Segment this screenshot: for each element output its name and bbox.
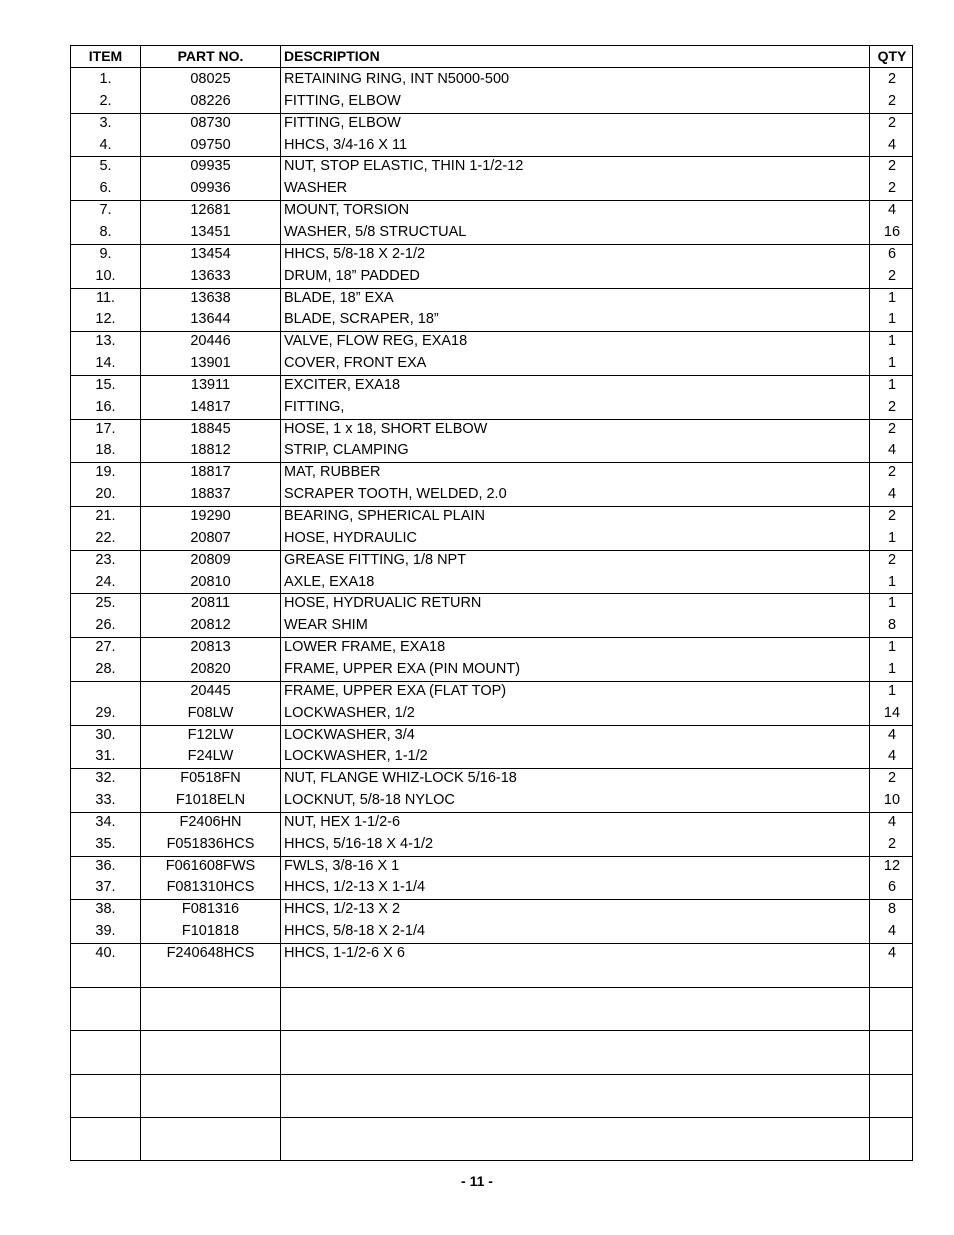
- row-divider: [71, 593, 912, 594]
- description-cell: BLADE, SCRAPER, 18”: [284, 311, 439, 328]
- description-cell: WEAR SHIM: [284, 617, 368, 634]
- item-cell: 28.: [95, 660, 116, 677]
- empty-row-divider: [71, 1074, 912, 1075]
- qty-cell: 4: [887, 748, 897, 765]
- description-cell: WASHER, 5/8 STRUCTUAL: [284, 223, 467, 240]
- table-row: [71, 440, 912, 462]
- description-cell: LOCKNUT, 5/8-18 NYLOC: [284, 792, 455, 809]
- item-cell: 14.: [95, 355, 116, 372]
- description-cell: MOUNT, TORSION: [284, 202, 410, 219]
- qty-cell: 4: [887, 813, 897, 830]
- table-row: [71, 419, 912, 441]
- table-row: [71, 506, 912, 528]
- description-cell: HOSE, 1 x 18, SHORT ELBOW: [284, 420, 488, 437]
- description-cell: FITTING, ELBOW: [284, 114, 401, 131]
- qty-cell: 8: [887, 617, 897, 634]
- part-no-cell: 13633: [190, 267, 231, 284]
- item-cell: 2.: [99, 92, 112, 109]
- qty-cell: 1: [887, 529, 897, 546]
- table-row: [71, 113, 912, 135]
- page-number: - 11 -: [461, 1173, 493, 1189]
- description-cell: MAT, RUBBER: [284, 464, 381, 481]
- item-cell: 19.: [95, 464, 116, 481]
- part-no-cell: F0518FN: [180, 770, 241, 787]
- description-cell: FITTING, ELBOW: [284, 92, 401, 109]
- qty-cell: 4: [887, 442, 897, 459]
- row-divider: [71, 725, 912, 726]
- table-row: [71, 484, 912, 506]
- qty-cell: 2: [887, 114, 897, 131]
- qty-cell: 4: [887, 923, 897, 940]
- header-qty: QTY: [877, 48, 907, 64]
- table-row: [71, 375, 912, 397]
- qty-cell: 4: [887, 945, 897, 961]
- part-no-cell: 09936: [190, 180, 231, 197]
- part-no-cell: F101818: [181, 923, 240, 940]
- empty-row-divider: [71, 943, 912, 944]
- part-no-cell: 09750: [190, 136, 231, 153]
- qty-cell: 4: [887, 486, 897, 503]
- item-cell: 21.: [95, 508, 116, 524]
- qty-cell: 1: [887, 639, 897, 656]
- qty-cell: 2: [887, 770, 897, 787]
- item-cell: 3.: [99, 114, 112, 131]
- part-no-cell: F2406HN: [179, 813, 242, 830]
- qty-cell: 1: [887, 289, 897, 306]
- table-row: [71, 943, 912, 965]
- item-cell: 13.: [95, 333, 116, 350]
- part-no-cell: F081316: [181, 901, 240, 918]
- table-row: [71, 746, 912, 768]
- qty-cell: 2: [887, 158, 897, 175]
- part-no-cell: 12681: [190, 202, 231, 219]
- description-cell: STRIP, CLAMPING: [284, 442, 409, 459]
- part-no-cell: 20446: [190, 333, 231, 350]
- table-row: [71, 397, 912, 419]
- description-cell: EXCITER, EXA18: [284, 376, 401, 393]
- item-cell: 4.: [99, 136, 112, 153]
- description-cell: FITTING,: [284, 398, 345, 415]
- table-row: [71, 178, 912, 200]
- table-header: [71, 46, 912, 68]
- table-row: [71, 572, 912, 594]
- qty-cell: 6: [887, 879, 897, 896]
- part-no-cell: F081310HCS: [166, 879, 255, 896]
- part-no-cell: 20813: [190, 639, 231, 656]
- table-row: [71, 331, 912, 353]
- table-row: [71, 266, 912, 288]
- table-row: [71, 681, 912, 703]
- row-divider: [71, 419, 912, 420]
- row-divider: [71, 506, 912, 507]
- part-no-cell: 13911: [190, 376, 231, 393]
- item-cell: 39.: [95, 923, 116, 940]
- item-cell: 18.: [95, 442, 116, 459]
- qty-cell: 1: [887, 682, 897, 699]
- row-divider: [71, 637, 912, 638]
- row-divider: [71, 899, 912, 900]
- table-row: [71, 703, 912, 725]
- item-cell: 6.: [99, 180, 112, 197]
- item-cell: 34.: [95, 813, 116, 830]
- table-row: [71, 309, 912, 331]
- item-cell: 24.: [95, 573, 116, 590]
- row-divider: [71, 244, 912, 245]
- part-no-cell: 08025: [190, 71, 231, 87]
- header-part-no: PART NO.: [177, 48, 244, 64]
- description-cell: HHCS, 5/8-18 X 2-1/4: [284, 923, 426, 940]
- description-cell: SCRAPER TOOTH, WELDED, 2.0: [284, 486, 507, 503]
- item-cell: 31.: [95, 748, 116, 765]
- row-divider: [71, 812, 912, 813]
- part-no-cell: 08730: [190, 114, 231, 131]
- table-row: [71, 637, 912, 659]
- table-row: [71, 135, 912, 157]
- part-no-cell: F24LW: [187, 748, 234, 765]
- item-cell: 32.: [95, 770, 116, 787]
- item-cell: 11.: [95, 289, 116, 306]
- qty-cell: 4: [887, 136, 897, 153]
- table-row: [71, 200, 912, 222]
- description-cell: BEARING, SPHERICAL PLAIN: [284, 508, 485, 524]
- description-cell: RETAINING RING, INT N5000-500: [284, 71, 510, 87]
- part-no-cell: 14817: [190, 398, 231, 415]
- part-no-cell: F08LW: [187, 704, 234, 721]
- table-row: [71, 921, 912, 943]
- item-cell: 7.: [99, 202, 112, 219]
- part-no-cell: 13901: [190, 355, 231, 372]
- part-no-cell: 20807: [190, 529, 231, 546]
- part-no-cell: 20812: [190, 617, 231, 634]
- description-cell: LOCKWASHER, 1-1/2: [284, 748, 428, 765]
- empty-row-divider: [71, 1117, 912, 1118]
- part-no-cell: 18812: [190, 442, 231, 459]
- item-cell: 38.: [95, 901, 116, 918]
- parts-list-table: [70, 45, 913, 1161]
- qty-cell: 4: [887, 202, 897, 219]
- qty-cell: 2: [887, 551, 897, 568]
- item-cell: 30.: [95, 726, 116, 743]
- item-cell: 10.: [95, 267, 116, 284]
- row-divider: [71, 550, 912, 551]
- part-no-cell: F061608FWS: [165, 857, 256, 874]
- row-divider: [71, 768, 912, 769]
- description-cell: HHCS, 5/16-18 X 4-1/2: [284, 835, 434, 852]
- part-no-cell: 13644: [190, 311, 231, 328]
- item-cell: 17.: [95, 420, 116, 437]
- qty-cell: 16: [883, 223, 901, 240]
- row-divider: [71, 331, 912, 332]
- table-row: [71, 899, 912, 921]
- part-no-cell: F12LW: [187, 726, 234, 743]
- table-row: [71, 790, 912, 812]
- item-cell: 23.: [95, 551, 116, 568]
- description-cell: GREASE FITTING, 1/8 NPT: [284, 551, 467, 568]
- part-no-cell: F051836HCS: [166, 835, 255, 852]
- qty-cell: 1: [887, 595, 897, 612]
- item-cell: 5.: [99, 158, 112, 175]
- part-no-cell: 09935: [190, 158, 231, 175]
- description-cell: HHCS, 1/2-13 X 2: [284, 901, 401, 918]
- qty-cell: 1: [887, 660, 897, 677]
- description-cell: HHCS, 1-1/2-6 X 6: [284, 945, 405, 961]
- table-row: [71, 69, 912, 91]
- table-row: [71, 462, 912, 484]
- description-cell: LOCKWASHER, 3/4: [284, 726, 415, 743]
- description-cell: VALVE, FLOW REG, EXA18: [284, 333, 468, 350]
- description-cell: FWLS, 3/8-16 X 1: [284, 857, 400, 874]
- table-row: [71, 91, 912, 113]
- table-row: [71, 659, 912, 681]
- qty-cell: 6: [887, 245, 897, 262]
- part-no-cell: 13451: [190, 223, 231, 240]
- description-cell: HOSE, HYDRAULIC: [284, 529, 417, 546]
- part-no-cell: 08226: [190, 92, 231, 109]
- description-cell: HHCS, 5/8-18 X 2-1/2: [284, 245, 426, 262]
- table-row: [71, 615, 912, 637]
- row-divider: [71, 462, 912, 463]
- item-cell: 16.: [95, 398, 116, 415]
- description-cell: AXLE, EXA18: [284, 573, 375, 590]
- item-cell: 35.: [95, 835, 116, 852]
- table-row: [71, 222, 912, 244]
- qty-cell: 1: [887, 573, 897, 590]
- table-row: [71, 593, 912, 615]
- part-no-cell: 20810: [190, 573, 231, 590]
- table-row: [71, 353, 912, 375]
- qty-cell: 1: [887, 333, 897, 350]
- table-row: [71, 834, 912, 856]
- row-divider: [71, 156, 912, 157]
- part-no-cell: 20811: [190, 595, 231, 612]
- description-cell: LOCKWASHER, 1/2: [284, 704, 415, 721]
- item-cell: 29.: [95, 704, 116, 721]
- part-no-cell: 19290: [190, 508, 231, 524]
- item-cell: 40.: [95, 945, 116, 961]
- row-divider: [71, 856, 912, 857]
- item-cell: 27.: [95, 639, 116, 656]
- description-cell: HHCS, 1/2-13 X 1-1/4: [284, 879, 426, 896]
- part-no-cell: F240648HCS: [166, 945, 255, 961]
- qty-cell: 1: [887, 311, 897, 328]
- qty-cell: 12: [883, 857, 901, 874]
- part-no-cell: 13454: [190, 245, 231, 262]
- row-divider: [71, 113, 912, 114]
- table-row: [71, 768, 912, 790]
- item-cell: 12.: [95, 311, 116, 328]
- description-cell: NUT, FLANGE WHIZ-LOCK 5/16-18: [284, 770, 517, 787]
- header-description: DESCRIPTION: [284, 48, 380, 64]
- qty-cell: 2: [887, 835, 897, 852]
- row-divider: [71, 375, 912, 376]
- item-cell: 25.: [95, 595, 116, 612]
- empty-row-divider: [71, 987, 912, 988]
- item-cell: 33.: [95, 792, 116, 809]
- part-no-cell: 20809: [190, 551, 231, 568]
- qty-cell: 1: [887, 376, 897, 393]
- qty-cell: 2: [887, 420, 897, 437]
- description-cell: FRAME, UPPER EXA (PIN MOUNT): [284, 660, 521, 677]
- qty-cell: 2: [887, 464, 897, 481]
- item-cell: 1.: [99, 71, 112, 87]
- table-row: [71, 725, 912, 747]
- part-no-cell: 20820: [190, 660, 231, 677]
- part-no-cell: F1018ELN: [175, 792, 246, 809]
- item-cell: 8.: [99, 223, 112, 240]
- table-row: [71, 528, 912, 550]
- qty-cell: 8: [887, 901, 897, 918]
- row-divider: [71, 288, 912, 289]
- qty-cell: 2: [887, 267, 897, 284]
- description-cell: COVER, FRONT EXA: [284, 355, 427, 372]
- part-no-cell: 18817: [190, 464, 231, 481]
- row-divider: [71, 200, 912, 201]
- table-row: [71, 812, 912, 834]
- item-cell: 15.: [95, 376, 116, 393]
- qty-cell: 2: [887, 398, 897, 415]
- table-row: [71, 156, 912, 178]
- description-cell: DRUM, 18” PADDED: [284, 267, 420, 284]
- description-cell: BLADE, 18” EXA: [284, 289, 394, 306]
- part-no-cell: 18837: [190, 486, 231, 503]
- item-cell: 20.: [95, 486, 116, 503]
- table-row: [71, 244, 912, 266]
- part-no-cell: 13638: [190, 289, 231, 306]
- row-divider: [71, 681, 912, 682]
- description-cell: WASHER: [284, 180, 348, 197]
- qty-cell: 2: [887, 180, 897, 197]
- item-cell: 22.: [95, 529, 116, 546]
- qty-cell: 2: [887, 92, 897, 109]
- table-row: [71, 856, 912, 878]
- qty-cell: 10: [883, 792, 901, 809]
- table-row: [71, 288, 912, 310]
- qty-cell: 1: [887, 355, 897, 372]
- item-cell: 9.: [99, 245, 112, 262]
- qty-cell: 2: [887, 508, 897, 524]
- item-cell: 26.: [95, 617, 116, 634]
- table-row: [71, 877, 912, 899]
- part-no-cell: 20445: [190, 682, 231, 699]
- empty-row-divider: [71, 1030, 912, 1031]
- description-cell: LOWER FRAME, EXA18: [284, 639, 446, 656]
- header-item: ITEM: [88, 48, 123, 64]
- description-cell: HHCS, 3/4-16 X 11: [284, 136, 408, 153]
- description-cell: NUT, STOP ELASTIC, THIN 1-1/2-12: [284, 158, 524, 175]
- item-cell: 37.: [95, 879, 116, 896]
- description-cell: HOSE, HYDRUALIC RETURN: [284, 595, 482, 612]
- part-no-cell: 18845: [190, 420, 231, 437]
- description-cell: FRAME, UPPER EXA (FLAT TOP): [284, 682, 507, 699]
- item-cell: 36.: [95, 857, 116, 874]
- qty-cell: 14: [883, 704, 901, 721]
- qty-cell: 4: [887, 726, 897, 743]
- qty-cell: 2: [887, 71, 897, 87]
- table-row: [71, 550, 912, 572]
- description-cell: NUT, HEX 1-1/2-6: [284, 813, 401, 830]
